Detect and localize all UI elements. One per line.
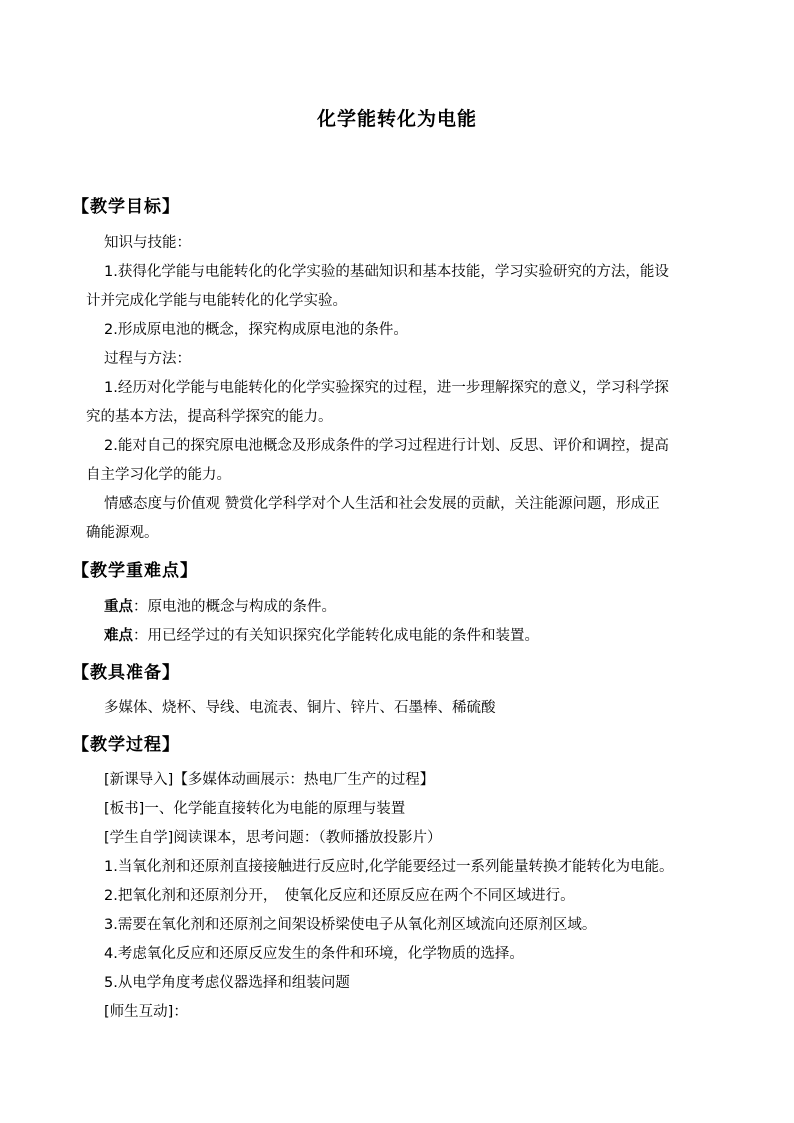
paragraph-line: 知识与技能： bbox=[104, 235, 191, 251]
section-heading-materials: 【教具准备】 bbox=[72, 663, 180, 683]
section-heading-process: 【教学过程】 bbox=[72, 735, 180, 755]
difficulty-text: ：用已经学过的有关知识探究化学能转化成电能的条件和装置。 bbox=[133, 628, 539, 644]
paragraph-line: 情感态度与价值观 赞赏化学科学对个人生活和社会发展的贡献，关注能源问题，形成正 bbox=[104, 496, 660, 512]
paragraph-line: 2.把氧化剂和还原剂分开， 使氧化反应和还原反应在两个不同区域进行。 bbox=[104, 888, 575, 904]
section-heading-goals: 【教学目标】 bbox=[72, 197, 180, 217]
focus-text: ：原电池的概念与构成的条件。 bbox=[133, 599, 336, 615]
paragraph-line: [板书]一、化学能直接转化为电能的原理与装置 bbox=[104, 801, 406, 817]
paragraph-line: 确能源观。 bbox=[86, 525, 159, 541]
paragraph-line: 1.获得化学能与电能转化的化学实验的基础知识和基本技能，学习实验研究的方法，能设 bbox=[104, 264, 669, 280]
paragraph-line: [学生自学]阅读课本，思考问题：（教师播放投影片） bbox=[104, 830, 442, 846]
difficulty-label: 难点 bbox=[104, 628, 133, 644]
paragraph-line: 计并完成化学能与电能转化的化学实验。 bbox=[86, 293, 347, 309]
focus-line bbox=[104, 597, 336, 617]
focus-label: 重点 bbox=[104, 599, 133, 615]
paragraph-line: 自主学习化学的能力。 bbox=[86, 467, 231, 483]
paragraph-line: 4.考虑氧化反应和还原反应发生的条件和环境，化学物质的选择。 bbox=[104, 946, 524, 962]
paragraph-line: [新课导入]【多媒体动画展示：热电厂生产的过程】 bbox=[104, 772, 435, 788]
difficulty-line bbox=[104, 626, 539, 646]
paragraph-line: 1.当氧化剂和还原剂直接接触进行反应时,化学能要经过一系列能量转换才能转化为电能。 bbox=[104, 859, 674, 875]
paragraph-line: 2.形成原电池的概念，探究构成原电池的条件。 bbox=[104, 322, 408, 338]
paragraph-line: 究的基本方法，提高科学探究的能力。 bbox=[86, 409, 333, 425]
section-heading-key-points: 【教学重难点】 bbox=[72, 561, 198, 581]
paragraph-line: 2.能对自己的探究原电池概念及形成条件的学习过程进行计划、反思、评价和调控，提高 bbox=[104, 438, 669, 454]
paragraph-line: 1.经历对化学能与电能转化的化学实验探究的过程，进一步理解探究的意义，学习科学探 bbox=[104, 380, 669, 396]
materials-line: 多媒体、烧杯、导线、电流表、铜片、锌片、石墨棒、稀硫酸 bbox=[104, 700, 496, 716]
paragraph-line: 5.从电学角度考虑仪器选择和组装问题 bbox=[104, 975, 350, 991]
document-title: 化学能转化为电能 bbox=[316, 108, 477, 130]
paragraph-line: 过程与方法： bbox=[104, 351, 191, 367]
paragraph-line: 3.需要在氧化剂和还原剂之间架设桥梁使电子从氧化剂区域流向还原剂区域。 bbox=[104, 917, 597, 933]
paragraph-line: [师生互动]： bbox=[104, 1004, 188, 1020]
